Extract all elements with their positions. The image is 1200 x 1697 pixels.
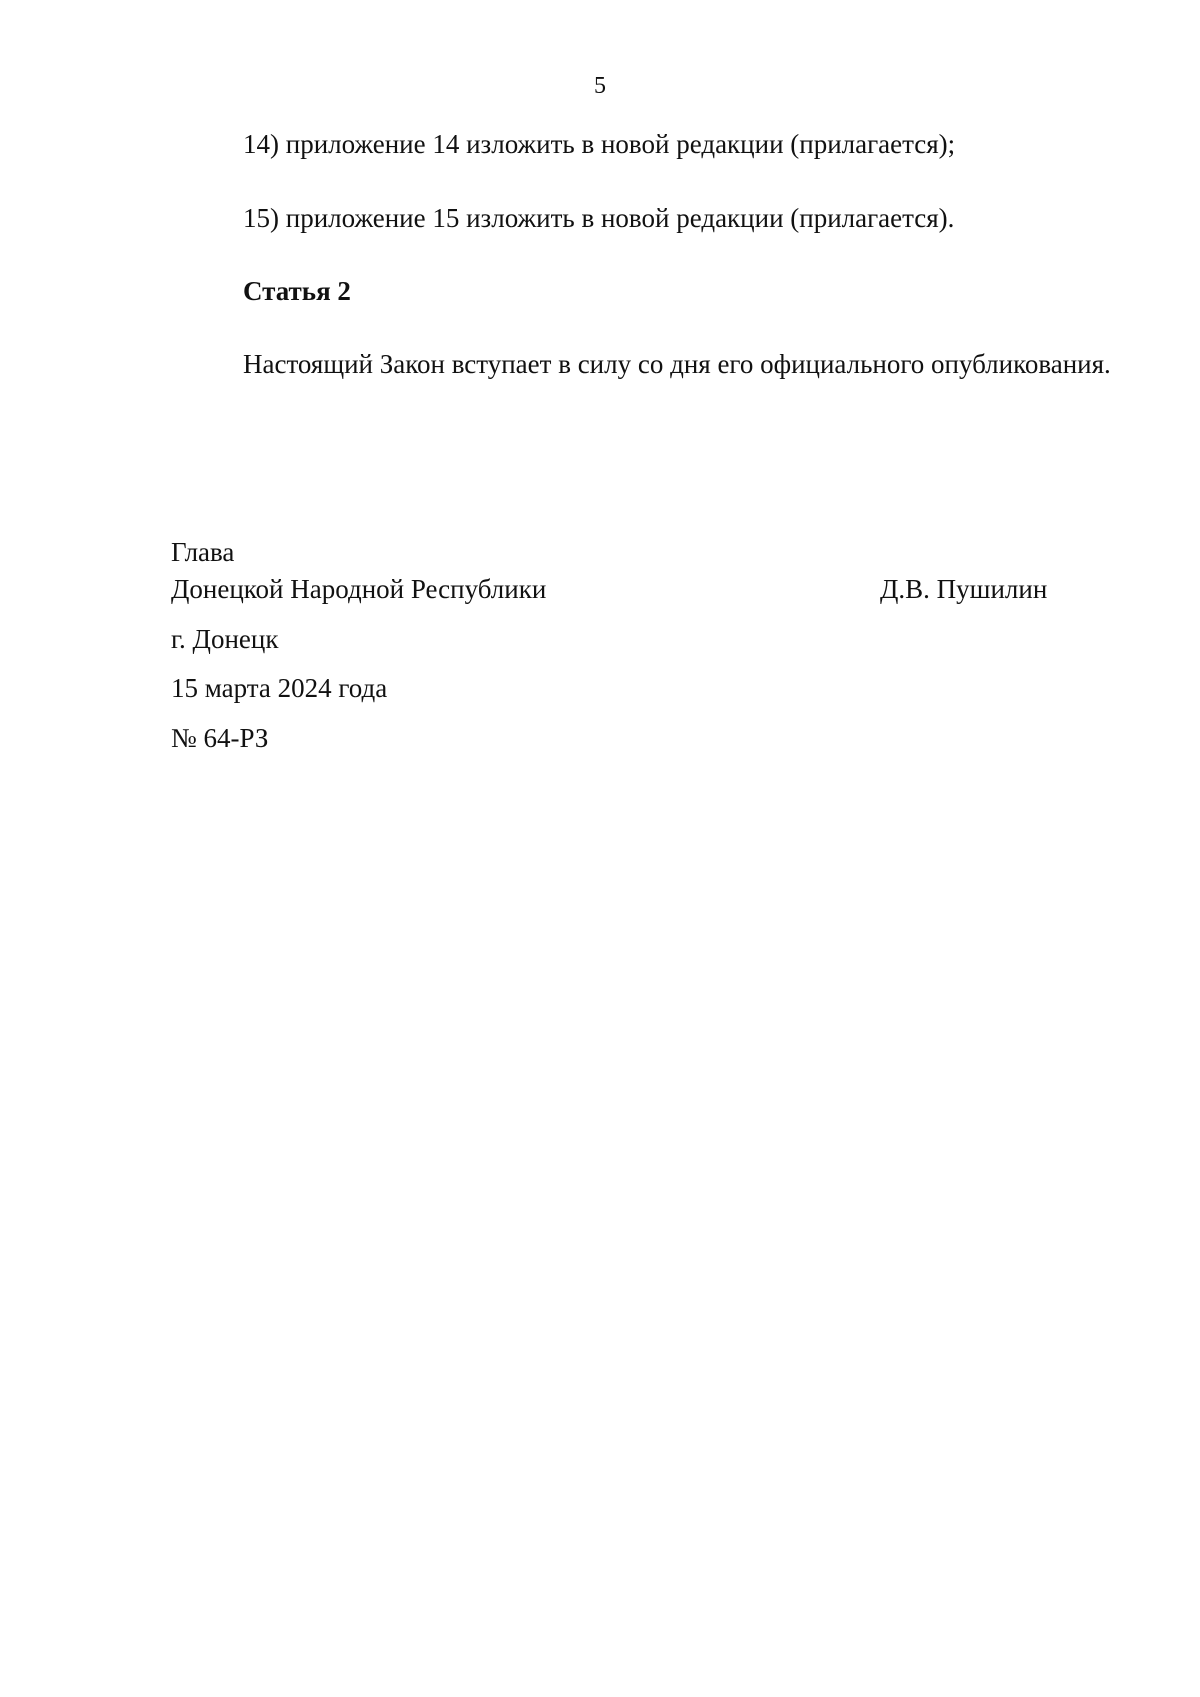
article-heading: Статья 2 [243,276,351,306]
article-body: Настоящий Закон вступает в силу со дня его официального опубликования. [243,349,1111,379]
signatory-title-line-1: Глава [171,537,235,567]
page-number: 5 [594,73,606,99]
signing-date: 15 марта 2024 года [171,673,388,703]
list-item-14: 14) приложение 14 изложить в новой редакции (прилагается); [243,129,956,159]
signatory-title-line-2: Донецкой Народной Республики [171,574,547,604]
signatory-name: Д.В. Пушилин [880,574,1048,604]
signing-place: г. Донецк [171,624,279,654]
list-item-15: 15) приложение 15 изложить в новой редакции (прилагается). [243,203,955,233]
law-number: № 64-РЗ [171,723,269,753]
